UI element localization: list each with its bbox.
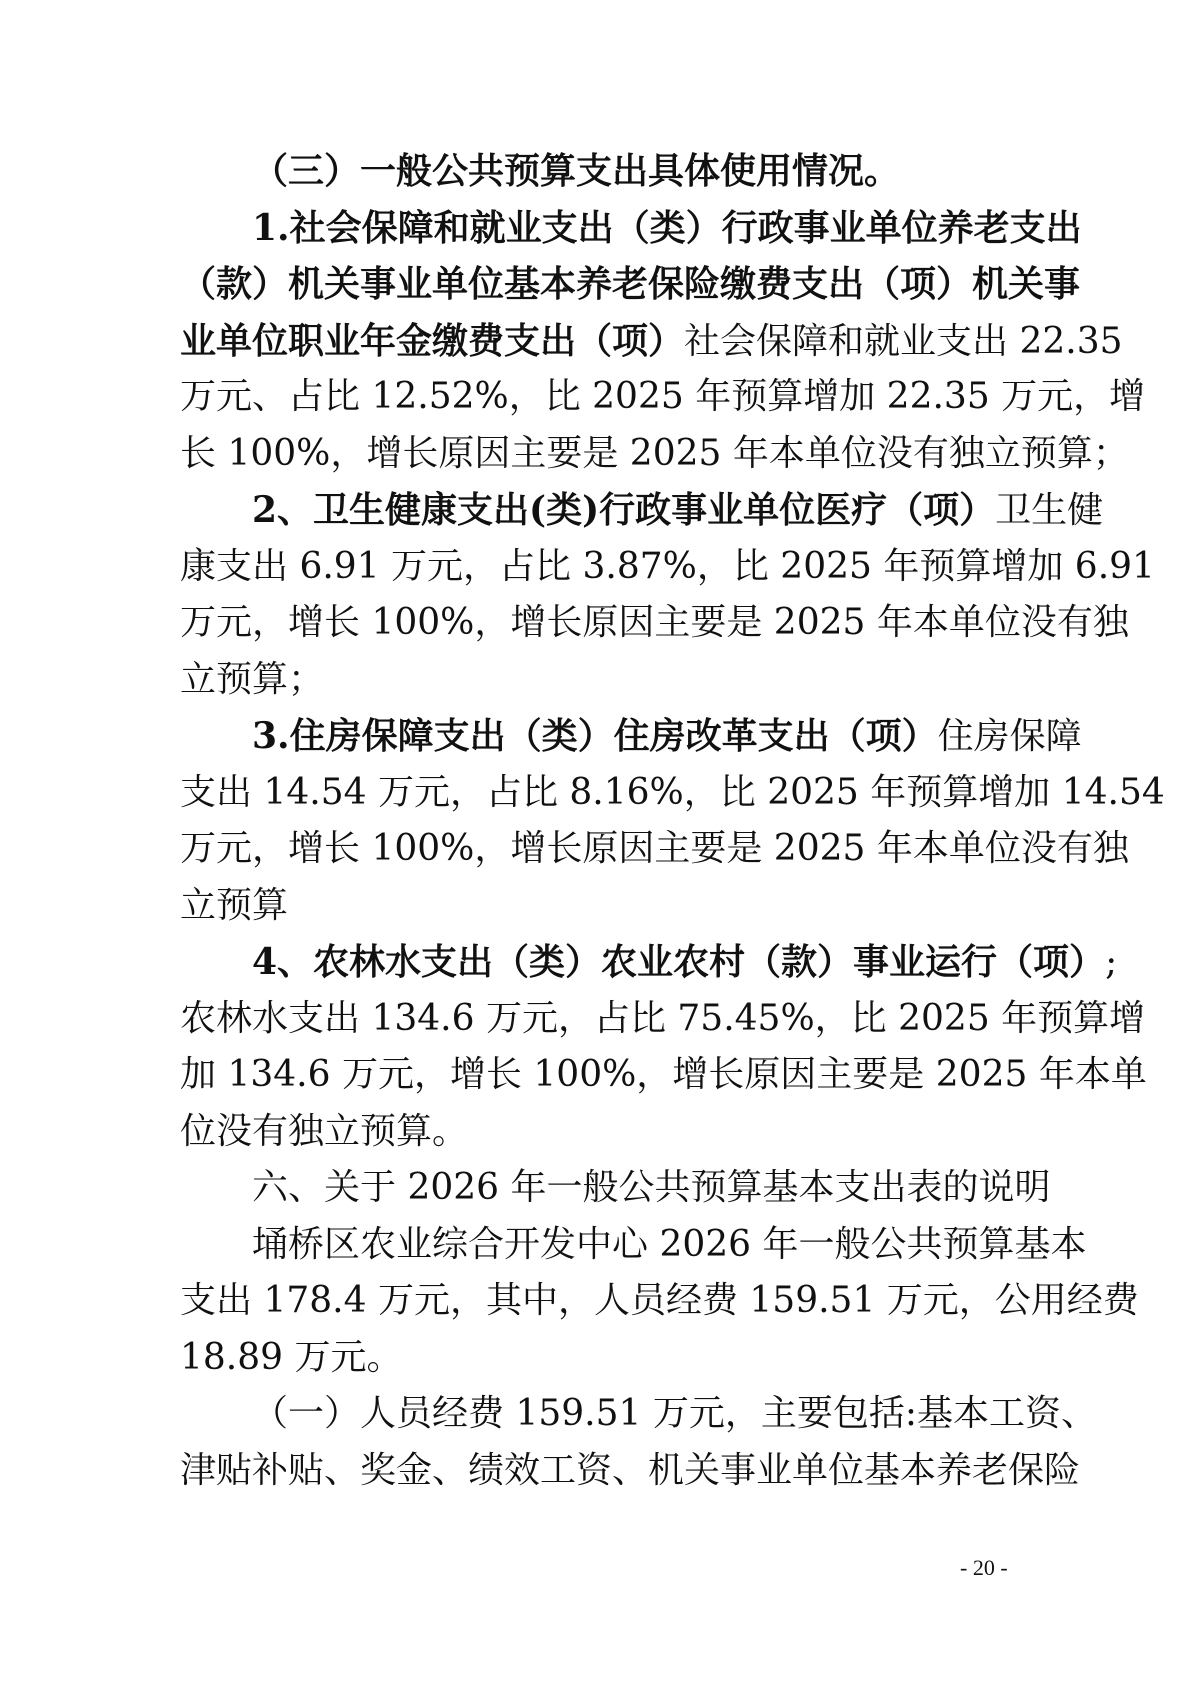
item2-line	[180, 482, 1104, 539]
document-body	[180, 143, 1165, 1499]
item3-text: 住房保障	[937, 716, 1082, 757]
item3-line: 支出 14.54 万元，占比 8.16%，比 2025 年预算增加 14.54	[180, 771, 1165, 813]
item4-line: 农林水支出 134.6 万元，占比 75.45%，比 2025 年预算增	[180, 997, 1146, 1039]
item1-line: 长 100%，增长原因主要是 2025 年本单位没有独立预算；	[180, 432, 1129, 474]
section6-paragraph-line: 支出 178.4 万元，其中，人员经费 159.51 万元，公用经费	[180, 1280, 1139, 1321]
section-heading: （三）一般公共预算支出具体使用情况。	[252, 150, 901, 192]
section6-paragraph-line: 津贴补贴、奖金、绩效工资、机关事业单位基本养老保险	[180, 1449, 1081, 1491]
section6-paragraph-line: 埇桥区农业综合开发中心 2026 年一般公共预算基本	[252, 1223, 1087, 1265]
item3-bold-text: 3.住房保障支出（类）住房改革支出（项）	[252, 715, 938, 757]
item2-line: 康支出 6.91 万元，占比 3.87%，比 2025 年预算增加 6.91	[180, 545, 1155, 587]
item4-line: 位没有独立预算。	[180, 1110, 469, 1152]
item3-line: 立预算	[180, 884, 289, 926]
item4-bold-text: 4、农林水支出（类）农业农村（款）事业运行（项）	[252, 941, 1106, 983]
item4-text: ;	[1105, 942, 1118, 983]
item2-text: 卫生健	[995, 490, 1104, 531]
item4-line: 加 134.6 万元，增长 100%，增长原因主要是 2025 年本单	[180, 1054, 1147, 1095]
item1-line: 1.社会保障和就业支出（类）行政事业单位养老支出	[252, 206, 1082, 249]
section6-paragraph-line: （一）人员经费 159.51 万元，主要包括:基本工资、	[252, 1393, 1097, 1434]
section6-paragraph-line: 18.89 万元。	[180, 1336, 403, 1378]
item4-line	[180, 934, 1118, 991]
item2-line: 万元，增长 100%，增长原因主要是 2025 年本单位没有独	[180, 602, 1129, 643]
item2-line: 立预算；	[180, 658, 325, 700]
item3-line	[180, 708, 1082, 765]
item2-bold-text: 2、卫生健康支出(类)行政事业单位医疗（项）	[252, 489, 996, 531]
item1-text: 社会保障和就业支出 22.35	[684, 320, 1123, 362]
item1-line	[180, 313, 1123, 370]
item1-line: 万元、占比 12.52%，比 2025 年预算增加 22.35 万元，增	[180, 376, 1146, 417]
section6-title: 六、关于 2026 年一般公共预算基本支出表的说明	[252, 1167, 1051, 1208]
item1-line: （款）机关事业单位基本养老保险缴费支出（项）机关事	[180, 263, 1081, 305]
item1-bold-text: 业单位职业年金缴费支出（项）	[180, 319, 685, 362]
item3-line: 万元，增长 100%，增长原因主要是 2025 年本单位没有独	[180, 828, 1129, 869]
page-number: - 20 -	[960, 1555, 1008, 1580]
